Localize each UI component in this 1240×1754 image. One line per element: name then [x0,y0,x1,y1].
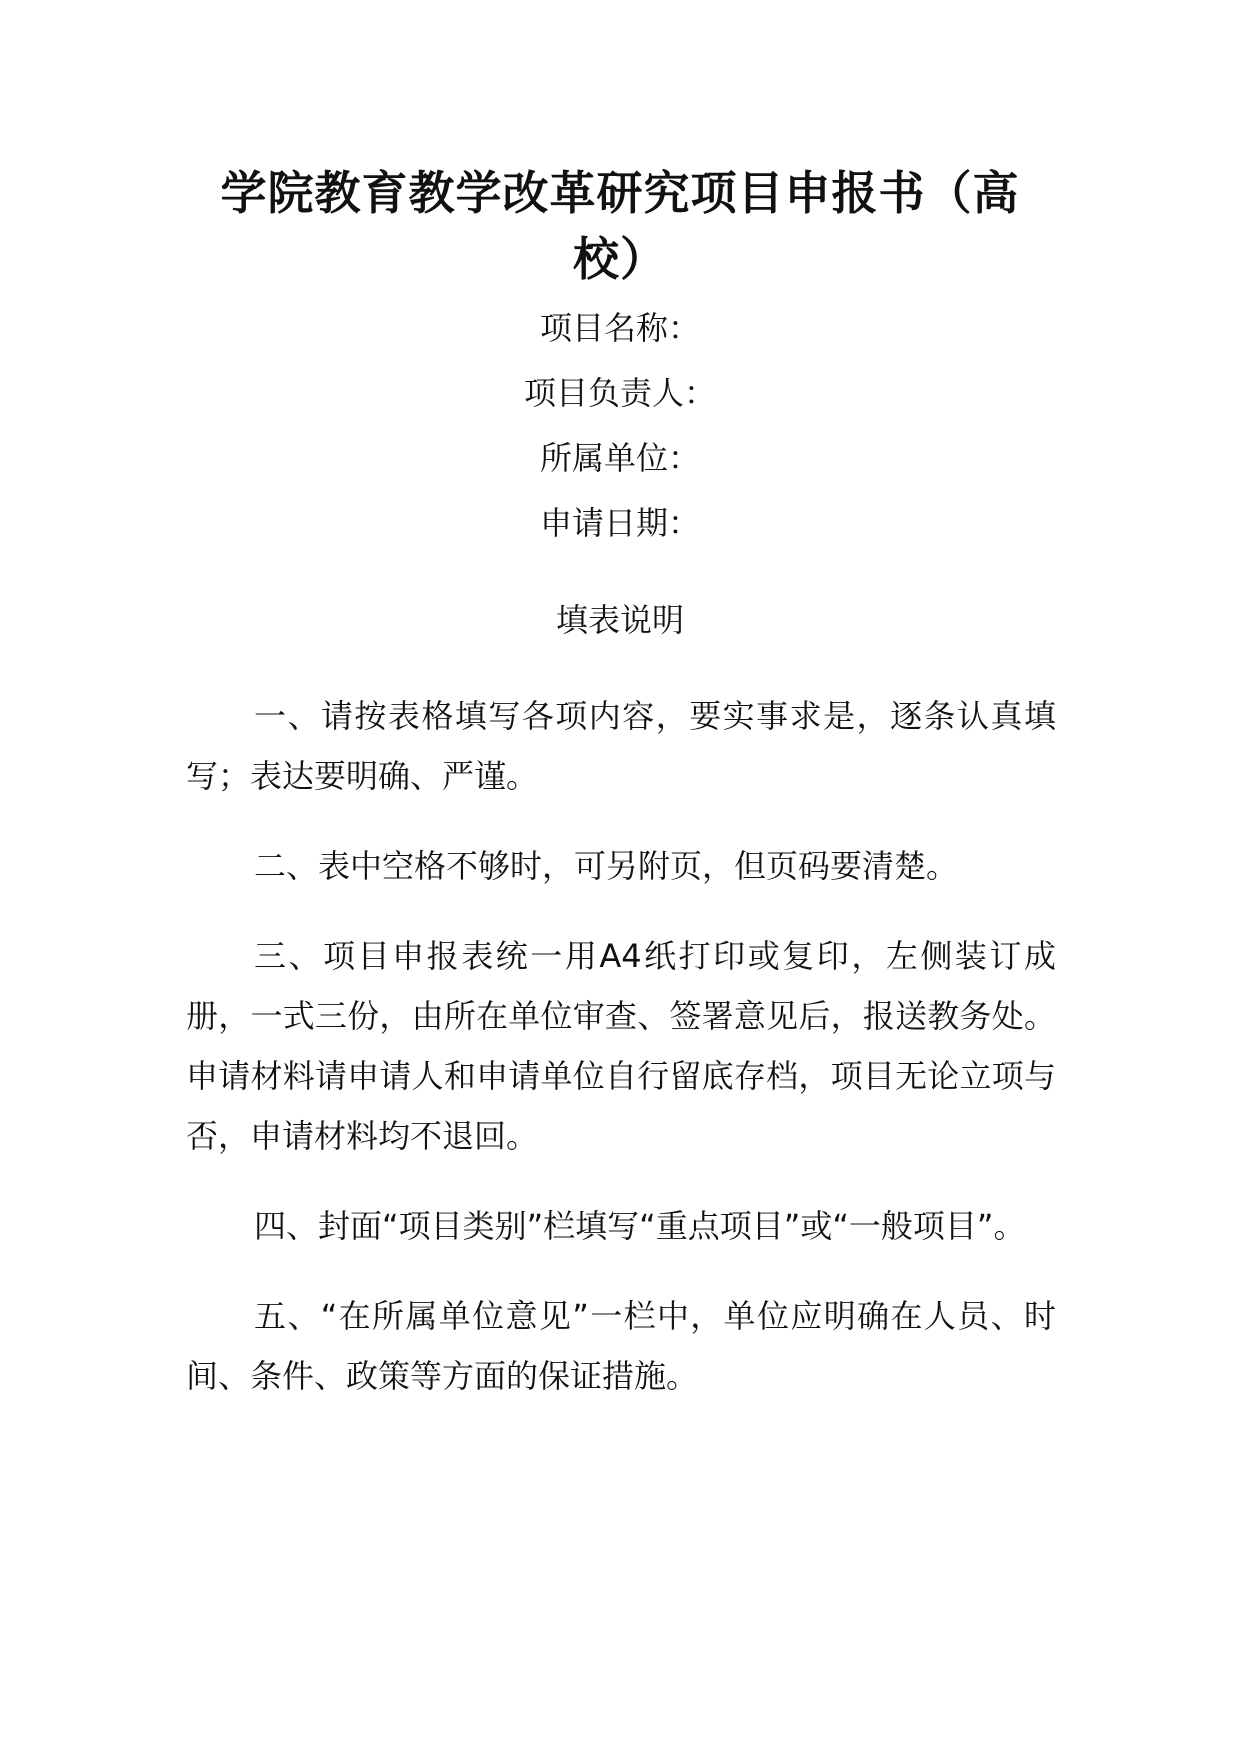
instruction-item-2: 二、表中空格不够时，可另附页，但页码要清楚。 [254,847,959,885]
document-title: 学院教育教学改革研究项目申报书（高校） [220,166,1020,286]
affiliated-unit-field: 所属单位： [539,439,700,477]
application-date-field: 申请日期： [539,504,700,542]
cover-fields [0,296,1240,556]
project-leader-field: 项目负责人： [523,374,716,412]
instruction-item-1: 一、请按表格填写各项内容，要实事求是，逐条认真填写；表达要明确、严谨。 [186,697,1056,795]
instruction-item-3: 三、项目申报表统一用A4纸打印或复印，左侧装订成册，一式三份，由所在单位审查、签署意见后，报送教务处。申请材料请申请人和申请单位自行留底存档，项目无论立项与否，申请材料均不退回。 [186,937,1056,1155]
instruction-item-4: 四、封面“项目类别”栏填写“重点项目”或“一般项目”。 [254,1207,1026,1245]
instructions-list [186,686,1056,1436]
project-name-field: 项目名称： [539,309,700,347]
instruction-item-5: 五、“在所属单位意见”一栏中，单位应明确在人员、时间、条件、政策等方面的保证措施。 [186,1297,1056,1395]
instructions-heading: 填表说明 [555,601,684,639]
